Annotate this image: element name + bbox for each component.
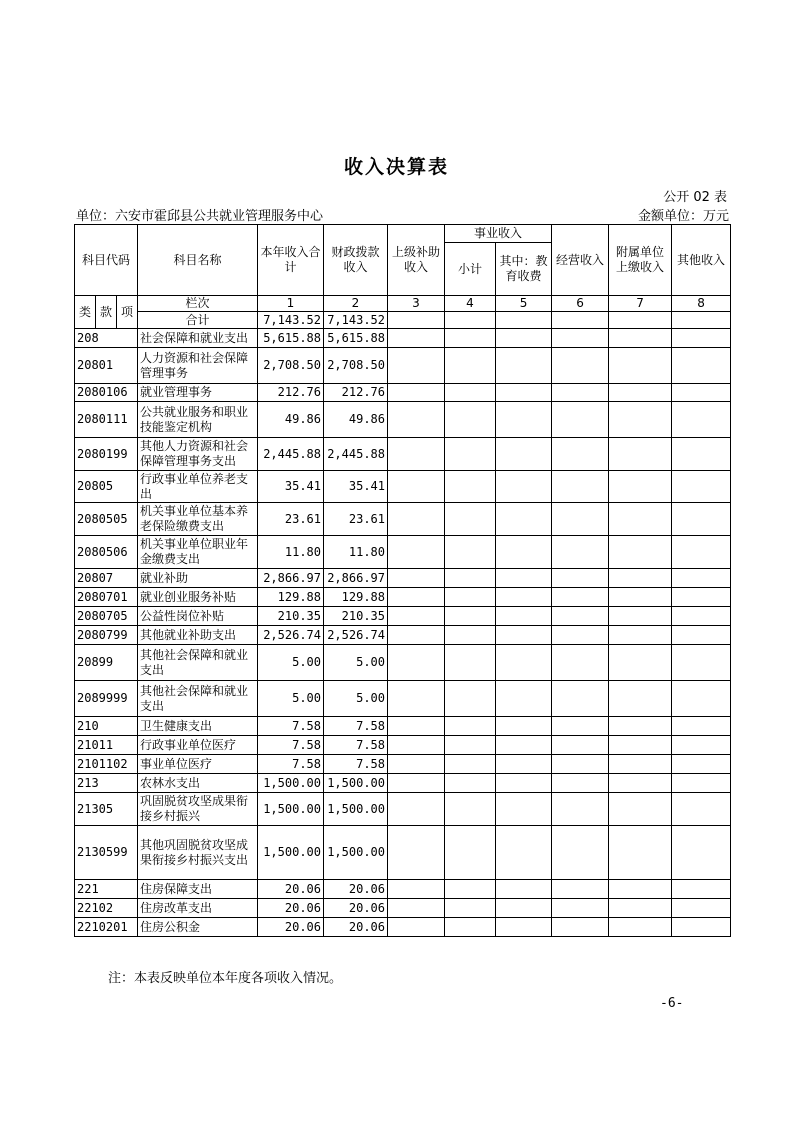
empty-cell: [609, 503, 672, 536]
header-col7: 附属单位上缴收入: [609, 225, 672, 296]
subject-name: 机关事业单位基本养老保险缴费支出: [138, 503, 258, 536]
fiscal-income-value: 5,615.88: [324, 329, 388, 348]
fiscal-income-value: 210.35: [324, 607, 388, 626]
header-kuan: 款: [96, 296, 117, 329]
empty-cell: [496, 503, 552, 536]
header-col1: 本年收入合计: [258, 225, 324, 296]
empty-cell: [496, 438, 552, 471]
subject-code: 21305: [75, 793, 138, 826]
subject-code: 2080199: [75, 438, 138, 471]
total-income-value: 7.58: [258, 717, 324, 736]
fiscal-income-value: 1,500.00: [324, 774, 388, 793]
empty-cell: [552, 312, 609, 329]
subject-code: 2080701: [75, 588, 138, 607]
empty-cell: [388, 312, 445, 329]
empty-cell: [445, 348, 496, 384]
empty-cell: [496, 774, 552, 793]
table-row: [75, 793, 731, 826]
empty-cell: [672, 774, 731, 793]
income-table: [74, 224, 731, 937]
empty-cell: [672, 312, 731, 329]
empty-cell: [388, 588, 445, 607]
fiscal-income-value: 129.88: [324, 588, 388, 607]
empty-cell: [496, 329, 552, 348]
empty-cell: [609, 588, 672, 607]
total-col2: 7,143.52: [324, 312, 388, 329]
subject-name: 其他巩固脱贫攻坚成果衔接乡村振兴支出: [138, 826, 258, 880]
empty-cell: [445, 569, 496, 588]
empty-cell: [672, 329, 731, 348]
subject-name: 其他人力资源和社会保障管理事务支出: [138, 438, 258, 471]
empty-cell: [609, 880, 672, 899]
empty-cell: [496, 755, 552, 774]
empty-cell: [496, 793, 552, 826]
empty-cell: [672, 826, 731, 880]
total-income-value: 1,500.00: [258, 774, 324, 793]
empty-cell: [552, 755, 609, 774]
empty-cell: [672, 918, 731, 937]
header-col8: 其他收入: [672, 225, 731, 296]
empty-cell: [445, 536, 496, 569]
subject-code: 20899: [75, 645, 138, 681]
table-row: [75, 645, 731, 681]
total-label: 合计: [138, 312, 258, 329]
empty-cell: [445, 384, 496, 402]
fiscal-income-value: 20.06: [324, 880, 388, 899]
empty-cell: [609, 755, 672, 774]
empty-cell: [609, 384, 672, 402]
empty-cell: [552, 774, 609, 793]
empty-cell: [609, 402, 672, 438]
table-row: [75, 438, 731, 471]
fiscal-income-value: 2,445.88: [324, 438, 388, 471]
table-row: [75, 348, 731, 384]
subject-name: 住房公积金: [138, 918, 258, 937]
empty-cell: [609, 918, 672, 937]
empty-cell: [388, 681, 445, 717]
empty-cell: [445, 899, 496, 918]
empty-cell: [609, 536, 672, 569]
empty-cell: [388, 899, 445, 918]
header-col6: 经营收入: [552, 225, 609, 296]
table-row: [75, 329, 731, 348]
empty-cell: [672, 626, 731, 645]
empty-cell: [445, 329, 496, 348]
empty-cell: [388, 536, 445, 569]
subject-code: 2089999: [75, 681, 138, 717]
empty-cell: [672, 536, 731, 569]
table-row: [75, 717, 731, 736]
subject-code: 2080799: [75, 626, 138, 645]
empty-cell: [672, 384, 731, 402]
empty-cell: [552, 348, 609, 384]
empty-cell: [672, 438, 731, 471]
col-number: 6: [552, 296, 609, 312]
empty-cell: [445, 717, 496, 736]
empty-cell: [552, 329, 609, 348]
empty-cell: [672, 471, 731, 503]
empty-cell: [445, 736, 496, 755]
empty-cell: [672, 899, 731, 918]
header-lei: 类: [75, 296, 96, 329]
unit-label: 单位：六安市霍邱县公共就业管理服务中心: [76, 209, 324, 224]
empty-cell: [388, 607, 445, 626]
empty-cell: [496, 471, 552, 503]
empty-cell: [552, 793, 609, 826]
empty-cell: [388, 918, 445, 937]
empty-cell: [672, 348, 731, 384]
report-title: 收入决算表: [343, 156, 449, 178]
total-income-value: 49.86: [258, 402, 324, 438]
empty-cell: [496, 569, 552, 588]
subject-name: 行政事业单位养老支出: [138, 471, 258, 503]
empty-cell: [496, 607, 552, 626]
empty-cell: [496, 826, 552, 880]
subject-name: 人力资源和社会保障管理事务: [138, 348, 258, 384]
subject-name: 公共就业服务和职业技能鉴定机构: [138, 402, 258, 438]
empty-cell: [388, 793, 445, 826]
table-row: [75, 681, 731, 717]
empty-cell: [672, 681, 731, 717]
header-col2: 财政拨款收入: [324, 225, 388, 296]
empty-cell: [496, 402, 552, 438]
fiscal-income-value: 49.86: [324, 402, 388, 438]
subject-code: 2080505: [75, 503, 138, 536]
subject-name: 就业创业服务补贴: [138, 588, 258, 607]
header-lanci: 栏次: [138, 296, 258, 312]
empty-cell: [552, 826, 609, 880]
empty-cell: [445, 503, 496, 536]
table-row: [75, 899, 731, 918]
empty-cell: [552, 899, 609, 918]
subject-name: 其他社会保障和就业支出: [138, 681, 258, 717]
col-number: 5: [496, 296, 552, 312]
table-row: [75, 503, 731, 536]
header-xiang: 项: [117, 296, 138, 329]
subject-code: 221: [75, 880, 138, 899]
total-income-value: 35.41: [258, 471, 324, 503]
total-income-value: 2,708.50: [258, 348, 324, 384]
empty-cell: [388, 755, 445, 774]
table-row: [75, 607, 731, 626]
form-code: 公开 02 表: [663, 190, 727, 205]
fiscal-income-value: 212.76: [324, 384, 388, 402]
total-income-value: 129.88: [258, 588, 324, 607]
empty-cell: [388, 626, 445, 645]
subject-code: 210: [75, 717, 138, 736]
subject-code: 2080506: [75, 536, 138, 569]
subject-code: 20807: [75, 569, 138, 588]
subject-name: 事业单位医疗: [138, 755, 258, 774]
empty-cell: [609, 438, 672, 471]
subject-code: 2080111: [75, 402, 138, 438]
empty-cell: [496, 588, 552, 607]
fiscal-income-value: 1,500.00: [324, 826, 388, 880]
empty-cell: [672, 402, 731, 438]
table-row: [75, 536, 731, 569]
table-row: [75, 402, 731, 438]
empty-cell: [445, 755, 496, 774]
fiscal-income-value: 7.58: [324, 755, 388, 774]
empty-cell: [609, 774, 672, 793]
table-row: [75, 826, 731, 880]
empty-cell: [496, 681, 552, 717]
empty-cell: [609, 681, 672, 717]
table-row: [75, 880, 731, 899]
empty-cell: [445, 774, 496, 793]
fiscal-income-value: 20.06: [324, 899, 388, 918]
fiscal-income-value: 23.61: [324, 503, 388, 536]
subject-name: 住房改革支出: [138, 899, 258, 918]
subject-code: 2080106: [75, 384, 138, 402]
empty-cell: [388, 736, 445, 755]
total-income-value: 2,445.88: [258, 438, 324, 471]
empty-cell: [609, 312, 672, 329]
empty-cell: [552, 880, 609, 899]
total-income-value: 7.58: [258, 755, 324, 774]
subject-name: 行政事业单位医疗: [138, 736, 258, 755]
fiscal-income-value: 2,866.97: [324, 569, 388, 588]
money-unit-label: 金额单位：万元: [637, 209, 729, 224]
col-number: 7: [609, 296, 672, 312]
subject-name: 就业管理事务: [138, 384, 258, 402]
fiscal-income-value: 7.58: [324, 736, 388, 755]
table-row: [75, 918, 731, 937]
empty-cell: [672, 503, 731, 536]
empty-cell: [445, 471, 496, 503]
empty-cell: [388, 717, 445, 736]
empty-cell: [388, 384, 445, 402]
fiscal-income-value: 20.06: [324, 918, 388, 937]
col-number: 2: [324, 296, 388, 312]
empty-cell: [609, 329, 672, 348]
empty-cell: [672, 793, 731, 826]
total-income-value: 7.58: [258, 736, 324, 755]
empty-cell: [672, 736, 731, 755]
empty-cell: [496, 384, 552, 402]
subject-name: 其他就业补助支出: [138, 626, 258, 645]
subject-name: 公益性岗位补贴: [138, 607, 258, 626]
total-income-value: 2,526.74: [258, 626, 324, 645]
total-income-value: 5,615.88: [258, 329, 324, 348]
empty-cell: [552, 569, 609, 588]
empty-cell: [609, 717, 672, 736]
col-number: 1: [258, 296, 324, 312]
empty-cell: [609, 626, 672, 645]
empty-cell: [672, 569, 731, 588]
table-row: [75, 755, 731, 774]
empty-cell: [552, 626, 609, 645]
subject-code: 22102: [75, 899, 138, 918]
header-col3: 上级补助收入: [388, 225, 445, 296]
total-income-value: 5.00: [258, 645, 324, 681]
subject-name: 农林水支出: [138, 774, 258, 793]
total-income-value: 20.06: [258, 880, 324, 899]
empty-cell: [496, 645, 552, 681]
header-business-income: 事业收入: [445, 225, 552, 243]
empty-cell: [445, 312, 496, 329]
subject-code: 2080705: [75, 607, 138, 626]
table-row: [75, 774, 731, 793]
subject-code: 213: [75, 774, 138, 793]
empty-cell: [552, 402, 609, 438]
fiscal-income-value: 1,500.00: [324, 793, 388, 826]
empty-cell: [609, 569, 672, 588]
empty-cell: [672, 645, 731, 681]
fiscal-income-value: 35.41: [324, 471, 388, 503]
empty-cell: [496, 880, 552, 899]
empty-cell: [388, 348, 445, 384]
empty-cell: [609, 793, 672, 826]
empty-cell: [496, 626, 552, 645]
empty-cell: [445, 645, 496, 681]
fiscal-income-value: 11.80: [324, 536, 388, 569]
table-row: [75, 471, 731, 503]
page-number: -6-: [660, 996, 684, 1011]
subject-code: 20805: [75, 471, 138, 503]
empty-cell: [609, 607, 672, 626]
empty-cell: [388, 503, 445, 536]
subject-code: 208: [75, 329, 138, 348]
empty-cell: [388, 774, 445, 793]
empty-cell: [445, 438, 496, 471]
total-income-value: 1,500.00: [258, 826, 324, 880]
subject-name: 住房保障支出: [138, 880, 258, 899]
header-col4: 小计: [445, 243, 496, 296]
empty-cell: [552, 438, 609, 471]
empty-cell: [552, 918, 609, 937]
footnote: 注：本表反映单位本年度各项收入情况。: [108, 971, 343, 986]
empty-cell: [672, 880, 731, 899]
empty-cell: [388, 880, 445, 899]
subject-name: 社会保障和就业支出: [138, 329, 258, 348]
empty-cell: [609, 348, 672, 384]
total-income-value: 210.35: [258, 607, 324, 626]
empty-cell: [496, 899, 552, 918]
empty-cell: [552, 607, 609, 626]
empty-cell: [445, 918, 496, 937]
subject-code: 2130599: [75, 826, 138, 880]
table-row: [75, 626, 731, 645]
header-name: 科目名称: [138, 225, 258, 296]
subject-code: 21011: [75, 736, 138, 755]
empty-cell: [445, 681, 496, 717]
col-number: 8: [672, 296, 731, 312]
empty-cell: [672, 755, 731, 774]
total-income-value: 20.06: [258, 918, 324, 937]
total-income-value: 1,500.00: [258, 793, 324, 826]
empty-cell: [388, 826, 445, 880]
total-income-value: 20.06: [258, 899, 324, 918]
total-income-value: 11.80: [258, 536, 324, 569]
total-income-value: 5.00: [258, 681, 324, 717]
subject-name: 其他社会保障和就业支出: [138, 645, 258, 681]
header-code: 科目代码: [75, 225, 138, 296]
empty-cell: [388, 471, 445, 503]
empty-cell: [496, 536, 552, 569]
empty-cell: [445, 826, 496, 880]
header-col5: 其中：教育收费: [496, 243, 552, 296]
empty-cell: [445, 607, 496, 626]
table-row: [75, 569, 731, 588]
empty-cell: [445, 626, 496, 645]
empty-cell: [609, 899, 672, 918]
empty-cell: [672, 717, 731, 736]
empty-cell: [609, 645, 672, 681]
empty-cell: [552, 503, 609, 536]
empty-cell: [552, 645, 609, 681]
total-income-value: 212.76: [258, 384, 324, 402]
subject-code: 2101102: [75, 755, 138, 774]
subject-name: 机关事业单位职业年金缴费支出: [138, 536, 258, 569]
empty-cell: [672, 607, 731, 626]
empty-cell: [445, 588, 496, 607]
total-income-value: 2,866.97: [258, 569, 324, 588]
empty-cell: [672, 588, 731, 607]
empty-cell: [552, 736, 609, 755]
subject-code: 2210201: [75, 918, 138, 937]
empty-cell: [388, 645, 445, 681]
empty-cell: [552, 536, 609, 569]
empty-cell: [552, 384, 609, 402]
empty-cell: [388, 438, 445, 471]
table-row: [75, 588, 731, 607]
total-income-value: 23.61: [258, 503, 324, 536]
col-number: 3: [388, 296, 445, 312]
fiscal-income-value: 2,708.50: [324, 348, 388, 384]
empty-cell: [388, 569, 445, 588]
total-col1: 7,143.52: [258, 312, 324, 329]
empty-cell: [552, 471, 609, 503]
empty-cell: [445, 402, 496, 438]
empty-cell: [496, 312, 552, 329]
fiscal-income-value: 5.00: [324, 645, 388, 681]
subject-name: 巩固脱贫攻坚成果衔接乡村振兴: [138, 793, 258, 826]
subject-code: 20801: [75, 348, 138, 384]
empty-cell: [552, 681, 609, 717]
empty-cell: [496, 717, 552, 736]
table-row: [75, 736, 731, 755]
col-number: 4: [445, 296, 496, 312]
fiscal-income-value: 7.58: [324, 717, 388, 736]
empty-cell: [609, 471, 672, 503]
empty-cell: [388, 402, 445, 438]
empty-cell: [445, 880, 496, 899]
subject-name: 卫生健康支出: [138, 717, 258, 736]
empty-cell: [388, 329, 445, 348]
fiscal-income-value: 5.00: [324, 681, 388, 717]
empty-cell: [552, 588, 609, 607]
empty-cell: [445, 793, 496, 826]
empty-cell: [609, 736, 672, 755]
fiscal-income-value: 2,526.74: [324, 626, 388, 645]
table-row: [75, 384, 731, 402]
empty-cell: [609, 826, 672, 880]
subject-name: 就业补助: [138, 569, 258, 588]
empty-cell: [496, 918, 552, 937]
empty-cell: [496, 736, 552, 755]
empty-cell: [496, 348, 552, 384]
empty-cell: [552, 717, 609, 736]
